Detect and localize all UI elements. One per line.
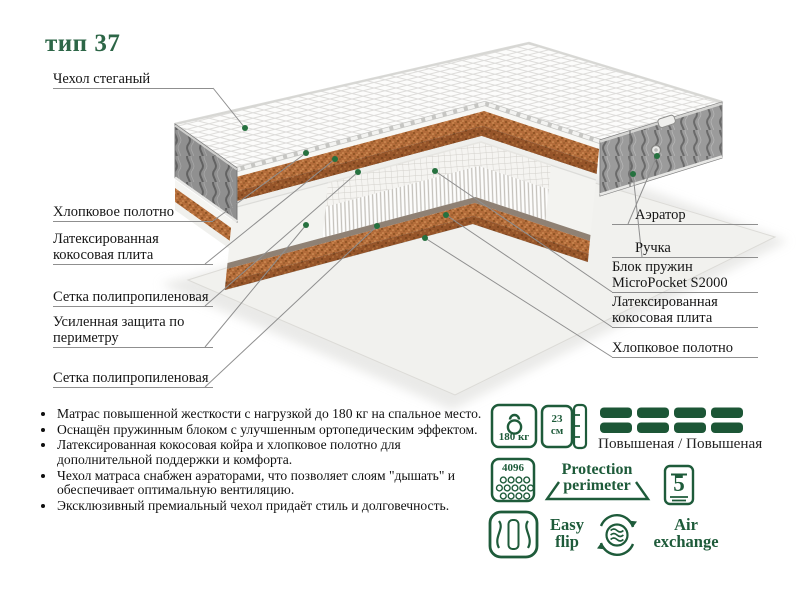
label-polypropylene-net-top: Сетка полипропиленовая (53, 272, 213, 307)
firmness-bars (600, 408, 743, 434)
air-exchange-line2: exchange (653, 532, 719, 551)
bullet-item: • Оснащён пружинным блоком с улучшенным ортопедическим эффектом. (56, 423, 484, 438)
label-cotton-fabric-bottom: Хлопковое полотно (612, 338, 758, 358)
label-handle: Ручка (612, 238, 758, 258)
bullet-item: • Чехол матраса снабжен аэраторами, что позволяет слоям "дышать" и обеспечивает оптимальную вентиляцию. (56, 469, 484, 498)
label-aerator: Аэратор (612, 205, 758, 225)
page-title: тип 37 (45, 30, 121, 57)
height-value: 23 (551, 413, 563, 425)
label-spring-block: Блок пружин MicroPocket S2000 (612, 258, 758, 293)
easy-flip-line1: Easy (550, 515, 584, 534)
protection-line1: Protection (561, 461, 633, 478)
easy-flip-line2: flip (555, 532, 579, 551)
label-perimeter-protection: Усиленная защита по периметру (53, 313, 213, 348)
spring-count-value: 4096 (502, 462, 524, 474)
bullet-item: • Латексированная кокосовая койра и хлопковое полотно для дополнительной поддержки и комфорта. (56, 438, 484, 467)
height-unit: см (550, 425, 564, 437)
protection-line2: perimeter (563, 477, 631, 494)
feature-bullets (42, 407, 484, 515)
label-coconut-plate-top: Латексированная кокосовая плита (53, 230, 213, 265)
bullet-item: • Матрас повышенной жесткости с нагрузкой до 180 кг на спальное место. (56, 407, 484, 422)
firmness-label: Повышеная / Повышеная (598, 435, 763, 452)
air-exchange-icon (597, 515, 637, 555)
max-load-value: 180 кг (498, 431, 530, 443)
label-polypropylene-net-bottom: Сетка полипропиленовая (53, 353, 213, 388)
label-quilted-cover: Чехол стеганый (53, 69, 213, 89)
label-cotton-fabric-top: Хлопковое полотно (53, 202, 213, 222)
air-exchange-line1: Air (674, 515, 698, 534)
easy-flip-icon (490, 512, 537, 557)
label-coconut-plate-bottom: Латексированная кокосовая плита (612, 293, 758, 328)
bullet-item: • Эксклюзивный премиальный чехол придаёт стиль и долговечность. (56, 499, 484, 514)
zones-value: 5 (673, 471, 685, 496)
